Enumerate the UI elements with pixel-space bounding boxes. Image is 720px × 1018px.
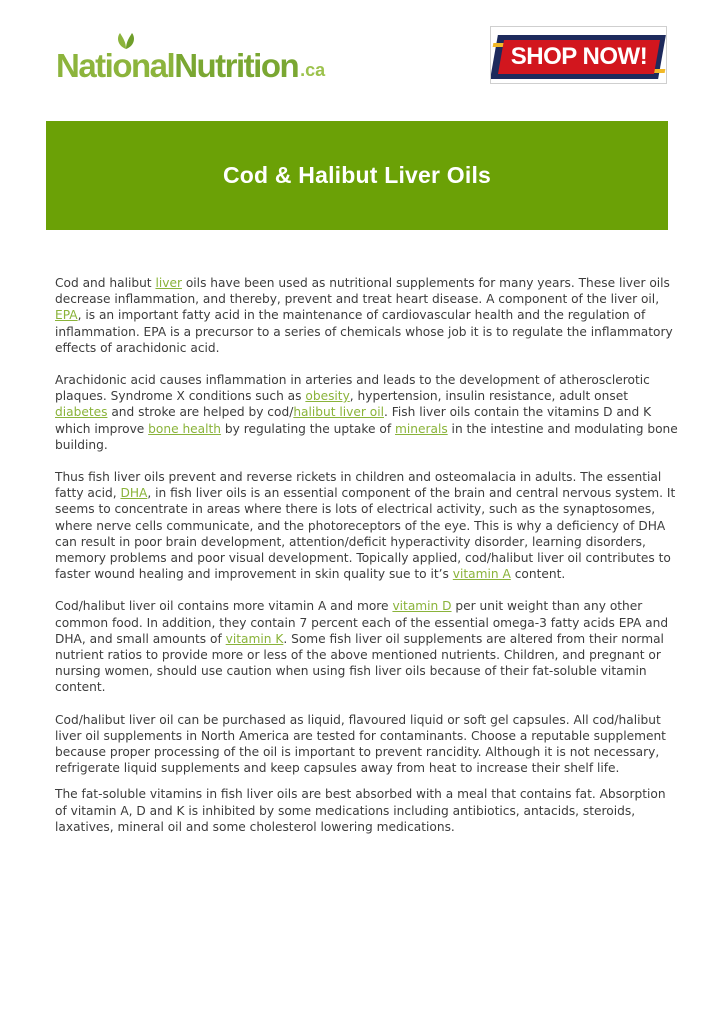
logo-text-part4: .ca	[300, 60, 326, 80]
paragraph-2	[55, 372, 680, 453]
vitamin-a-link[interactable]: vitamin A	[452, 567, 511, 582]
shop-now-button[interactable]	[490, 26, 667, 84]
vitamin-k-link[interactable]: vitamin K	[225, 631, 284, 646]
text: , in fish liver oils is an essential component of the brain and central nervous system. It seems to concentrate in areas where there is lots of electrical activity, such as the synaptosomes, where nerve cells communicate, and the photoreceptors of the eye. This is why a deficiency of DHA can result in poor brain development, attention/deficit hyperactivity disorder, learning disorders, memory problems and poor visual development. Topically applied, cod/halibut liver oil contributes to faster wound healing and improvement in skin quality sue to it’s	[55, 486, 676, 582]
shop-now-label: SHOP NOW!	[510, 43, 648, 70]
halibut-liver-oil-link[interactable]: halibut liver oil	[293, 405, 384, 420]
liver-link[interactable]: liver	[155, 276, 182, 290]
text: in the intestine and modulating bone building.	[55, 421, 678, 452]
logo-text-part3: Nutrition	[174, 47, 299, 84]
paragraph-5: Cod/halibut liver oil can be purchased as liquid, flavoured liquid or soft gel capsules. All cod/halibut liver oil supplements in North America are tested for contaminants. Choose a reputable supplement because proper processing of the oil is important to prevent rancidity. Although it is not necessary, refrigerate liquid supplements and keep capsules away from heat to increase their shelf life.	[55, 712, 666, 776]
text: , is an important fatty acid in the maintenance of cardiovascular health and the regulation of inflammation. EPA is a precursor to a series of chemicals whose job it is to regulate the inflammatory effects of arachidonic acid.	[55, 308, 673, 355]
diabetes-link[interactable]: diabetes	[55, 405, 108, 420]
paragraph-6: The fat-soluble vitamins in fish liver oils are best absorbed with a meal that contains fat. Absorption of vitamin A, D and K is inhibited by some medications including antibiotics, antacids, steroids, laxatives, mineral oil and some cholesterol lowering medications.	[55, 787, 666, 834]
text: , hypertension, insulin resistance, adult onset	[349, 389, 628, 404]
logo-text-part1: Nati	[56, 47, 113, 84]
text: Thus fish liver oils prevent and reverse rickets in children and osteomalacia in adults. The essential fatty acid,	[55, 470, 662, 501]
national-nutrition-logo[interactable]	[56, 34, 325, 82]
text: oils have been used as nutritional supplements for many years. These liver oils decrease inflammation, and thereby, prevent and treat heart disease. A component of the liver oil,	[55, 276, 670, 307]
hero-banner	[46, 121, 668, 230]
text: and stroke are helped by cod/	[107, 405, 294, 420]
page-title: Cod & Halibut Liver Oils	[222, 162, 492, 188]
text: per unit weight than any other common food. In addition, they contain 7 percent each of the essential omega-3 fatty acids EPA and DHA, and small amounts of	[55, 599, 669, 646]
dha-link[interactable]: DHA	[120, 486, 148, 501]
vitamin-d-link[interactable]: vitamin D	[392, 599, 452, 614]
text: content.	[510, 567, 566, 582]
bone-health-link[interactable]: bone health	[148, 421, 222, 436]
text: . Some fish liver oil supplements are altered from their normal nutrient ratios to provide more or less of the above mentioned nutrients. Children, and pregnant or nursing women, should use caution when using fish liver oils because of their fat-soluble vitamin content.	[55, 631, 664, 695]
text: Arachidonic acid causes inflammation in arteries and leads to the development of atherosclerotic plaques. Syndrome X conditions such as	[55, 373, 650, 404]
minerals-link[interactable]: minerals	[394, 421, 448, 436]
text: by regulating the uptake of	[221, 421, 395, 436]
paragraph-4	[55, 598, 680, 695]
paragraph-3	[55, 469, 680, 582]
text: . Fish liver oils contain the vitamins D and K which improve	[55, 405, 652, 436]
leaf-icon	[114, 32, 138, 50]
logo-text-part2: onal	[112, 47, 175, 84]
article-body	[55, 275, 680, 851]
paragraph-1	[55, 275, 680, 356]
obesity-link[interactable]: obesity	[305, 389, 350, 404]
text: Cod/halibut liver oil contains more vitamin A and more	[55, 599, 393, 614]
epa-link[interactable]: EPA	[55, 308, 78, 323]
text: Cod and halibut	[55, 276, 156, 290]
